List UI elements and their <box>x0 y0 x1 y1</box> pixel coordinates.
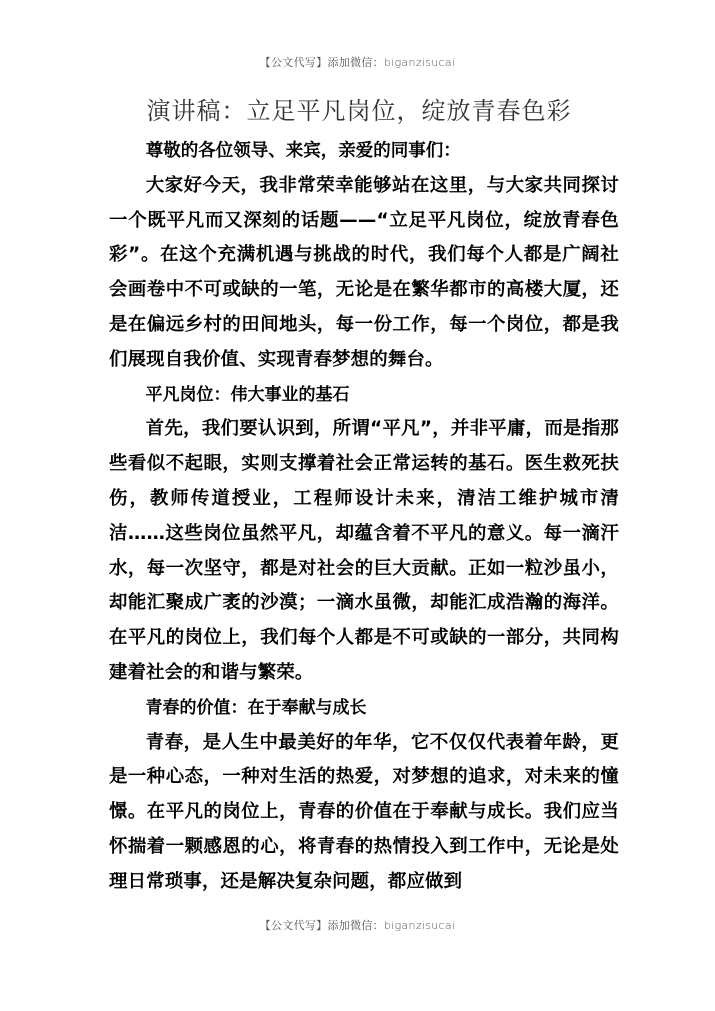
header-watermark: 【公文代写】添加微信：biganzisucai <box>259 56 456 69</box>
salutation: 尊敬的各位领导、来宾，亲爱的同事们： <box>145 141 461 161</box>
section-heading-youth-value: 青春的价值：在于奉献与成长 <box>145 697 367 718</box>
page-title: 演讲稿：立足平凡岗位，绽放青春色彩 <box>146 97 572 125</box>
paragraph-intro: 大家好今天，我非常荣幸能够站在这里，与大家共同探讨一个既平凡而又深刻的话题——“立足平凡岗位，绽放青春色彩”。在这个充满机遇与挑战的时代，我们每个人都是广阔社会画卷中不可或缺的一笔，无论是在繁华都市的高楼大厦，还是在偏远乡村的田间地头，每一份工作，每一个岗位，都是我们展现自我价值、实现青春梦想的舞台。 <box>109 174 619 370</box>
section-heading-ordinary-posts: 平凡岗位：伟大事业的基石 <box>145 384 350 405</box>
paragraph-youth-value: 青春，是人生中最美好的年华，它不仅仅代表着年龄，更是一种心态，一种对生活的热爱，对梦想的追求，对未来的憧憬。在平凡的岗位上，青春的价值在于奉献与成长。我们应当怀揣着一颗感恩的心，将青春的热情投入到工作中，无论是处理日常琐事，还是解决复杂问题，都应做到 <box>109 731 619 892</box>
footer-watermark: 【公文代写】添加微信：biganzisucai <box>259 919 456 932</box>
document-body <box>109 134 619 900</box>
paragraph-ordinary-posts: 首先，我们要认识到，所谓“平凡”，并非平庸，而是指那些看似不起眼，实则支撑着社会正常运转的基石。医生救死扶伤，教师传道授业，工程师设计未来，清洁工维护城市清洁……这些岗位虽然平凡，却蕴含着不平凡的意义。每一滴汗水，每一次坚守，都是对社会的巨大贡献。正如一粒沙虽小，却能汇聚成广袤的沙漠；一滴水虽微，却能汇成浩瀚的海洋。在平凡的岗位上，我们每个人都是不可或缺的一部分，共同构建着社会的和谐与繁荣。 <box>109 418 619 683</box>
